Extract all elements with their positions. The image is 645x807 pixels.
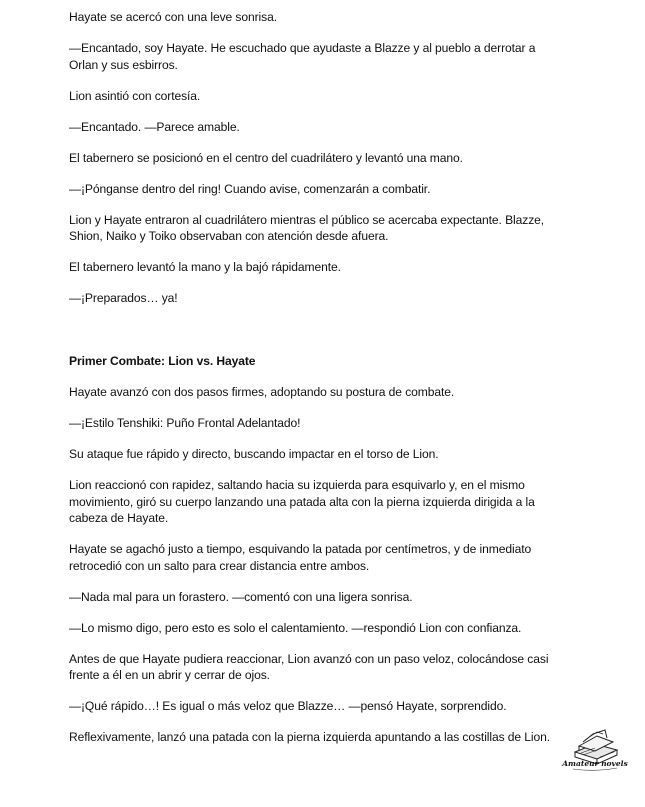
paragraph: Hayate avanzó con dos pasos firmes, adoptando su postura de combate. [69,385,455,399]
paragraph: —Encantado. —Parece amable. [69,119,240,134]
paragraph: El tabernero levantó la mano y la bajó rápidamente. [69,260,341,274]
paragraph: —¡Estilo Tenshiki: Puño Frontal Adelantado! [69,416,301,430]
section-heading: Primer Combate: Lion vs. Hayate [69,354,256,368]
paragraph: —¡Qué rápido…! Es igual o más veloz que Blazze… —pensó Hayate, sorprendido. [69,699,507,713]
book-icon [562,722,628,774]
paragraph: —Nada mal para un forastero. —comentó con una ligera sonrisa. [69,589,413,604]
paragraph: Antes de que Hayate pudiera reaccionar, Lion avanzó con un paso veloz, colocándose casi frente a él en un abrir y cerrar de ojos. [69,651,549,682]
paragraph: Su ataque fue rápido y directo, buscando impactar en el torso de Lion. [69,447,439,461]
paragraph: Hayate se agachó justo a tiempo, esquivando la patada por centímetros, y de inmediato retrocedió con un salto para crear distancia entre ambos. [69,542,532,573]
paragraph: —Encantado, soy Hayate. He escuchado que ayudaste a Blazze y al pueblo a derrotar a Orlan y sus esbirros. [69,41,536,72]
paragraph: El tabernero se posicionó en el centro del cuadrilátero y levantó una mano. [69,150,463,165]
paragraph: Hayate se acercó con una leve sonrisa. [69,10,277,24]
paragraph: Reflexivamente, lanzó una patada con la pierna izquierda apuntando a las costillas de Lion. [69,730,551,744]
paragraph: Lion asintió con cortesía. [69,88,201,103]
section-spacer [69,321,564,353]
book-logo-watermark [562,722,628,774]
paragraph: —Lo mismo digo, pero esto es solo el calentamiento. —respondió Lion con confianza. [69,620,522,635]
paragraph: —¡Pónganse dentro del ring! Cuando avise, comenzarán a combatir. [69,181,431,196]
document-body [69,9,564,760]
paragraph: —¡Preparados… ya! [69,291,178,305]
paragraph: Lion y Hayate entraron al cuadrilátero mientras el público se acercaba expectante. Blazze, Shion, Naiko y Toiko observaban con atención desde afuera. [69,212,545,243]
watermark-text: Amateur novels [562,759,628,768]
paragraph: Lion reaccionó con rapidez, saltando hacia su izquierda para esquivarlo y, en el mismo movimiento, giró su cuerpo lanzando una patada alta con la pierna izquierda dirigida a la cabeza de Hayate. [69,478,535,525]
